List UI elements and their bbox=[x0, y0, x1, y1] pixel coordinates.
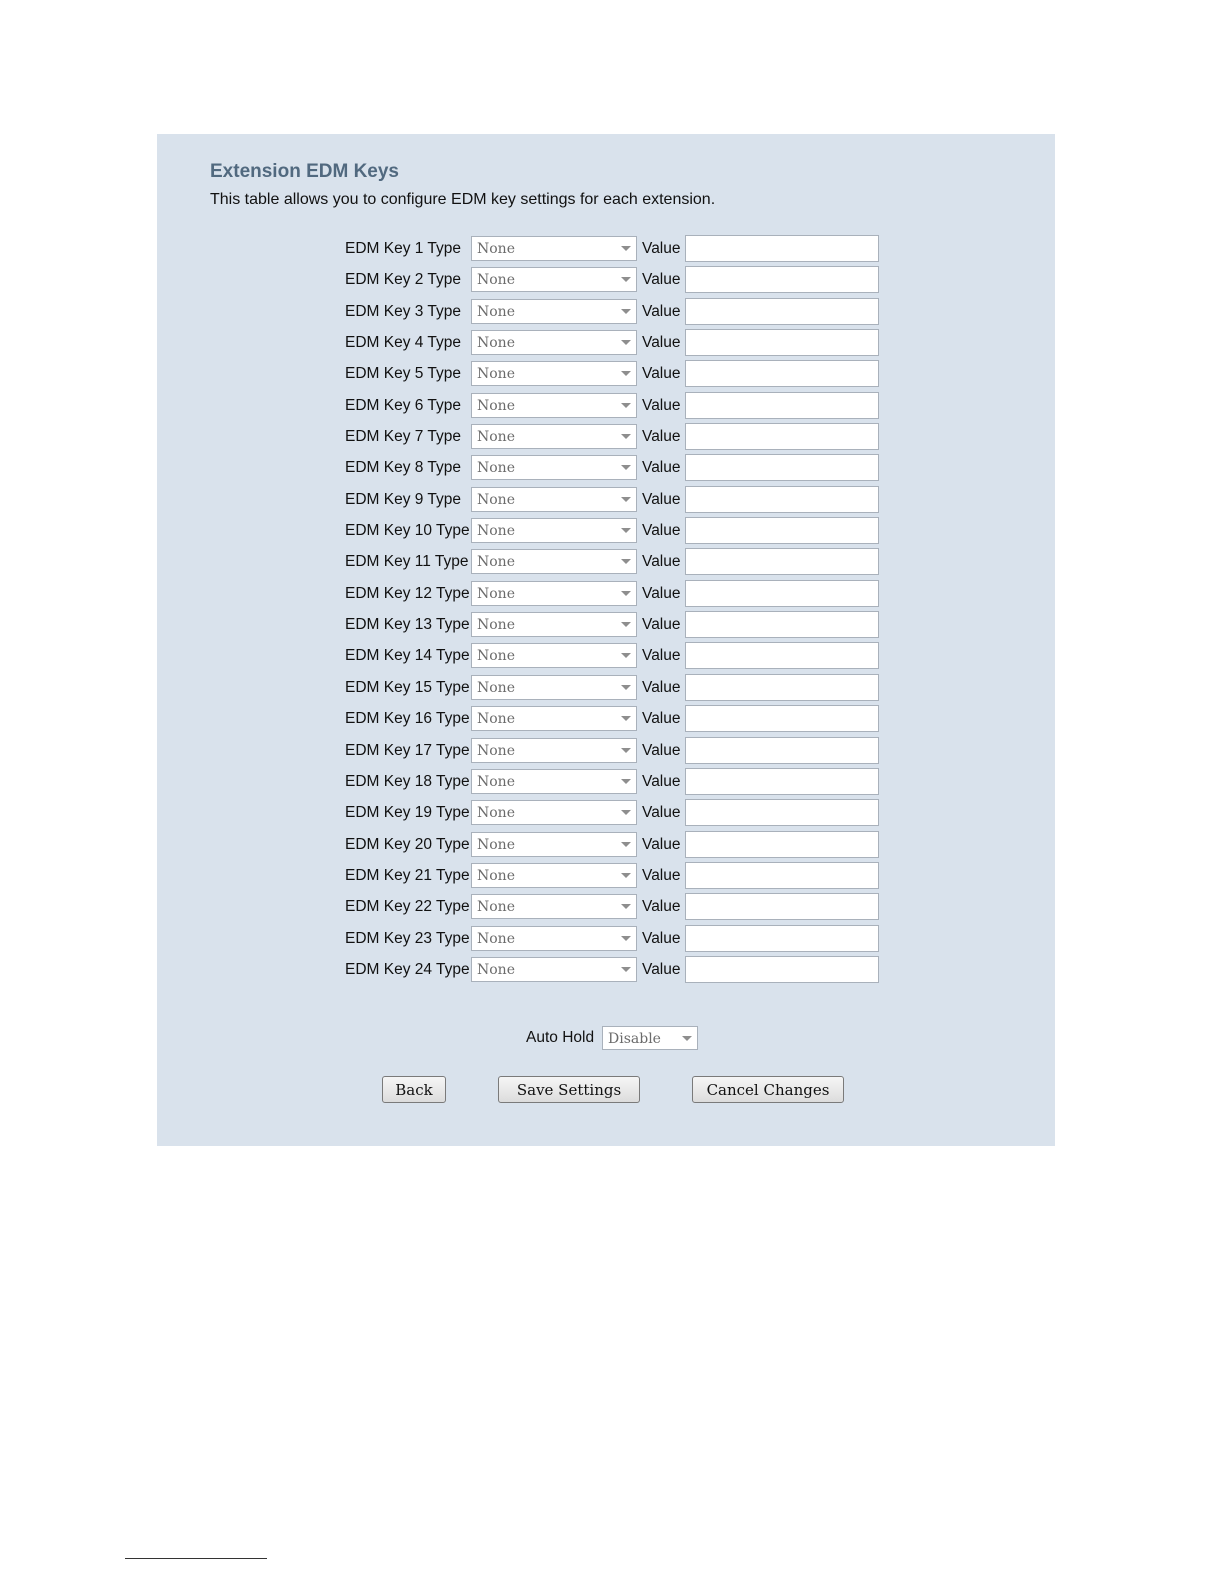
edm-key-value-label: Value bbox=[642, 929, 681, 947]
auto-hold-label: Auto Hold bbox=[526, 1029, 595, 1046]
chevron-down-icon bbox=[621, 465, 631, 470]
edm-key-type-select[interactable] bbox=[471, 424, 637, 449]
edm-key-row bbox=[345, 235, 905, 266]
edm-key-type-select[interactable] bbox=[471, 769, 637, 794]
edm-key-row bbox=[345, 705, 905, 736]
edm-key-type-select[interactable] bbox=[471, 299, 637, 324]
edm-key-row bbox=[345, 893, 905, 924]
edm-key-type-select[interactable] bbox=[471, 581, 637, 606]
chevron-down-icon bbox=[621, 277, 631, 282]
back-button[interactable]: Back bbox=[382, 1076, 446, 1103]
edm-key-type-value: None bbox=[477, 648, 515, 665]
edm-key-type-label: EDM Key 23 Type bbox=[345, 929, 470, 947]
edm-key-type-value: None bbox=[477, 491, 515, 508]
edm-key-type-value: None bbox=[477, 585, 515, 602]
edm-key-row bbox=[345, 486, 905, 517]
edm-key-type-select[interactable] bbox=[471, 487, 637, 512]
edm-key-value-label: Value bbox=[642, 490, 681, 508]
edm-key-type-label: EDM Key 15 Type bbox=[345, 678, 470, 696]
edm-key-type-label: EDM Key 6 Type bbox=[345, 396, 462, 414]
edm-key-row bbox=[345, 831, 905, 862]
edm-key-value-label: Value bbox=[642, 334, 681, 352]
edm-key-type-label: EDM Key 9 Type bbox=[345, 490, 462, 508]
edm-key-value-input[interactable] bbox=[685, 486, 879, 513]
chevron-down-icon bbox=[621, 622, 631, 627]
edm-key-row bbox=[345, 454, 905, 485]
edm-key-value-input[interactable] bbox=[685, 392, 879, 419]
edm-key-value-input[interactable] bbox=[685, 705, 879, 732]
edm-key-value-label: Value bbox=[642, 866, 681, 884]
edm-key-value-label: Value bbox=[642, 960, 681, 978]
edm-key-value-input[interactable] bbox=[685, 580, 879, 607]
edm-key-row bbox=[345, 329, 905, 360]
edm-key-row bbox=[345, 611, 905, 642]
edm-key-value-label: Value bbox=[642, 898, 681, 916]
chevron-down-icon bbox=[621, 842, 631, 847]
chevron-down-icon bbox=[621, 371, 631, 376]
edm-keys-panel bbox=[157, 134, 1055, 1146]
edm-key-type-label: EDM Key 22 Type bbox=[345, 898, 470, 916]
edm-key-value-input[interactable] bbox=[685, 862, 879, 889]
edm-key-type-select[interactable] bbox=[471, 832, 637, 857]
chevron-down-icon bbox=[621, 434, 631, 439]
edm-key-row bbox=[345, 799, 905, 830]
edm-key-type-select[interactable] bbox=[471, 800, 637, 825]
auto-hold-select[interactable] bbox=[602, 1026, 698, 1050]
edm-key-row bbox=[345, 737, 905, 768]
edm-key-value-label: Value bbox=[642, 647, 681, 665]
edm-key-type-label: EDM Key 7 Type bbox=[345, 428, 462, 446]
edm-key-type-label: EDM Key 12 Type bbox=[345, 584, 470, 602]
edm-key-type-value: None bbox=[477, 867, 515, 884]
edm-key-value-label: Value bbox=[642, 396, 681, 414]
chevron-down-icon bbox=[621, 246, 631, 251]
edm-key-value-label: Value bbox=[642, 459, 681, 477]
edm-key-value-label: Value bbox=[642, 428, 681, 446]
edm-key-type-label: EDM Key 17 Type bbox=[345, 741, 470, 759]
chevron-down-icon bbox=[621, 591, 631, 596]
edm-key-row bbox=[345, 548, 905, 579]
edm-key-type-label: EDM Key 2 Type bbox=[345, 271, 462, 289]
edm-key-type-label: EDM Key 14 Type bbox=[345, 647, 470, 665]
edm-key-type-select[interactable] bbox=[471, 361, 637, 386]
edm-key-row bbox=[345, 423, 905, 454]
chevron-down-icon bbox=[621, 309, 631, 314]
edm-key-type-label: EDM Key 11 Type bbox=[345, 553, 469, 571]
edm-key-row bbox=[345, 674, 905, 705]
edm-key-value-input[interactable] bbox=[685, 329, 879, 356]
edm-key-type-value: None bbox=[477, 554, 515, 571]
edm-key-type-label: EDM Key 24 Type bbox=[345, 960, 470, 978]
edm-key-type-value: None bbox=[477, 930, 515, 947]
chevron-down-icon bbox=[621, 653, 631, 658]
cancel-changes-button[interactable]: Cancel Changes bbox=[692, 1076, 844, 1103]
edm-key-type-select[interactable] bbox=[471, 267, 637, 292]
edm-key-type-select[interactable] bbox=[471, 549, 637, 574]
edm-key-type-value: None bbox=[477, 899, 515, 916]
edm-key-value-input[interactable] bbox=[685, 266, 879, 293]
edm-key-value-label: Value bbox=[642, 584, 681, 602]
edm-key-type-select[interactable] bbox=[471, 863, 637, 888]
page-title: Extension EDM Keys bbox=[210, 161, 399, 182]
edm-key-value-input[interactable] bbox=[685, 674, 879, 701]
edm-key-type-value: None bbox=[477, 773, 515, 790]
edm-key-row bbox=[345, 768, 905, 799]
edm-key-type-label: EDM Key 18 Type bbox=[345, 772, 470, 790]
edm-key-type-label: EDM Key 19 Type bbox=[345, 804, 470, 822]
edm-key-row bbox=[345, 266, 905, 297]
edm-key-value-input[interactable] bbox=[685, 423, 879, 450]
edm-key-value-label: Value bbox=[642, 678, 681, 696]
chevron-down-icon bbox=[682, 1036, 692, 1041]
edm-key-row bbox=[345, 956, 905, 987]
edm-key-row bbox=[345, 580, 905, 611]
edm-key-value-input[interactable] bbox=[685, 831, 879, 858]
edm-key-value-input[interactable] bbox=[685, 737, 879, 764]
edm-key-value-label: Value bbox=[642, 616, 681, 634]
edm-key-row bbox=[345, 298, 905, 329]
edm-key-type-select[interactable] bbox=[471, 926, 637, 951]
edm-key-row bbox=[345, 862, 905, 893]
edm-key-value-input[interactable] bbox=[685, 642, 879, 669]
edm-key-value-label: Value bbox=[642, 240, 681, 257]
edm-key-value-input[interactable] bbox=[685, 611, 879, 638]
edm-key-type-value: None bbox=[477, 397, 515, 414]
edm-key-type-value: None bbox=[477, 272, 515, 289]
edm-key-type-value: None bbox=[477, 460, 515, 477]
edm-key-type-label: EDM Key 3 Type bbox=[345, 302, 462, 320]
edm-key-type-select[interactable] bbox=[471, 957, 637, 982]
edm-key-value-label: Value bbox=[642, 835, 681, 853]
edm-key-type-select[interactable] bbox=[471, 612, 637, 637]
edm-key-value-label: Value bbox=[642, 710, 681, 728]
chevron-down-icon bbox=[621, 340, 631, 345]
edm-keys-table bbox=[345, 235, 905, 987]
edm-key-type-select[interactable] bbox=[471, 455, 637, 480]
chevron-down-icon bbox=[621, 873, 631, 878]
save-settings-button[interactable]: Save Settings bbox=[498, 1076, 640, 1103]
edm-key-type-value: None bbox=[477, 241, 515, 257]
edm-key-type-value: None bbox=[477, 836, 515, 853]
edm-key-value-input[interactable] bbox=[685, 956, 879, 983]
edm-key-value-input[interactable] bbox=[685, 298, 879, 325]
page-description: This table allows you to configure EDM key settings for each extension. bbox=[210, 191, 716, 208]
edm-key-value-label: Value bbox=[642, 741, 681, 759]
edm-key-type-select[interactable] bbox=[471, 236, 637, 261]
edm-key-type-label: EDM Key 20 Type bbox=[345, 835, 470, 853]
chevron-down-icon bbox=[621, 748, 631, 753]
edm-key-type-value: None bbox=[477, 523, 515, 540]
edm-key-type-label: EDM Key 4 Type bbox=[345, 334, 462, 352]
edm-key-type-select[interactable] bbox=[471, 643, 637, 668]
edm-key-type-label: EDM Key 10 Type bbox=[345, 522, 470, 540]
edm-key-row bbox=[345, 642, 905, 673]
chevron-down-icon bbox=[621, 528, 631, 533]
edm-key-type-value: None bbox=[477, 711, 515, 728]
edm-key-type-label: EDM Key 13 Type bbox=[345, 616, 470, 634]
edm-key-value-input[interactable] bbox=[685, 360, 879, 387]
edm-key-value-input[interactable] bbox=[685, 548, 879, 575]
chevron-down-icon bbox=[621, 403, 631, 408]
edm-key-type-value: None bbox=[477, 617, 515, 634]
edm-key-type-label: EDM Key 8 Type bbox=[345, 459, 462, 477]
edm-key-row bbox=[345, 392, 905, 423]
edm-key-value-input[interactable] bbox=[685, 893, 879, 920]
edm-key-type-select[interactable] bbox=[471, 738, 637, 763]
edm-key-type-value: None bbox=[477, 805, 515, 822]
edm-key-value-input[interactable] bbox=[685, 799, 879, 826]
edm-key-type-select[interactable] bbox=[471, 675, 637, 700]
edm-key-value-label: Value bbox=[642, 804, 681, 822]
edm-key-type-value: None bbox=[477, 366, 515, 383]
edm-key-type-label: EDM Key 21 Type bbox=[345, 866, 470, 884]
edm-key-value-input[interactable] bbox=[685, 517, 879, 544]
edm-key-type-value: None bbox=[477, 335, 515, 352]
edm-key-type-value: None bbox=[477, 429, 515, 446]
chevron-down-icon bbox=[621, 904, 631, 909]
edm-key-type-label: EDM Key 5 Type bbox=[345, 365, 462, 383]
edm-key-type-select[interactable] bbox=[471, 518, 637, 543]
edm-key-value-label: Value bbox=[642, 522, 681, 540]
edm-key-type-select[interactable] bbox=[471, 330, 637, 355]
edm-key-value-label: Value bbox=[642, 365, 681, 383]
edm-key-type-select[interactable] bbox=[471, 393, 637, 418]
edm-key-type-label: EDM Key 1 Type bbox=[345, 240, 462, 257]
edm-key-value-label: Value bbox=[642, 772, 681, 790]
edm-key-type-label: EDM Key 16 Type bbox=[345, 710, 470, 728]
edm-key-type-value: None bbox=[477, 961, 515, 978]
chevron-down-icon bbox=[621, 810, 631, 815]
chevron-down-icon bbox=[621, 967, 631, 972]
edm-key-type-select[interactable] bbox=[471, 894, 637, 919]
auto-hold-value: Disable bbox=[608, 1031, 661, 1047]
edm-key-type-value: None bbox=[477, 742, 515, 759]
chevron-down-icon bbox=[621, 716, 631, 721]
edm-key-value-label: Value bbox=[642, 271, 681, 289]
edm-key-type-select[interactable] bbox=[471, 706, 637, 731]
chevron-down-icon bbox=[621, 497, 631, 502]
edm-key-row bbox=[345, 360, 905, 391]
chevron-down-icon bbox=[621, 936, 631, 941]
footnote-separator bbox=[125, 1558, 267, 1559]
chevron-down-icon bbox=[621, 779, 631, 784]
edm-key-value-label: Value bbox=[642, 302, 681, 320]
auto-hold-row bbox=[526, 1026, 726, 1050]
edm-key-value-input[interactable] bbox=[685, 768, 879, 795]
edm-key-value-input[interactable] bbox=[685, 925, 879, 952]
edm-key-type-value: None bbox=[477, 303, 515, 320]
edm-key-row bbox=[345, 925, 905, 956]
edm-key-value-input[interactable] bbox=[685, 235, 879, 262]
edm-key-row bbox=[345, 517, 905, 548]
chevron-down-icon bbox=[621, 559, 631, 564]
edm-key-value-label: Value bbox=[642, 553, 681, 571]
edm-key-type-value: None bbox=[477, 679, 515, 696]
chevron-down-icon bbox=[621, 685, 631, 690]
edm-key-value-input[interactable] bbox=[685, 454, 879, 481]
